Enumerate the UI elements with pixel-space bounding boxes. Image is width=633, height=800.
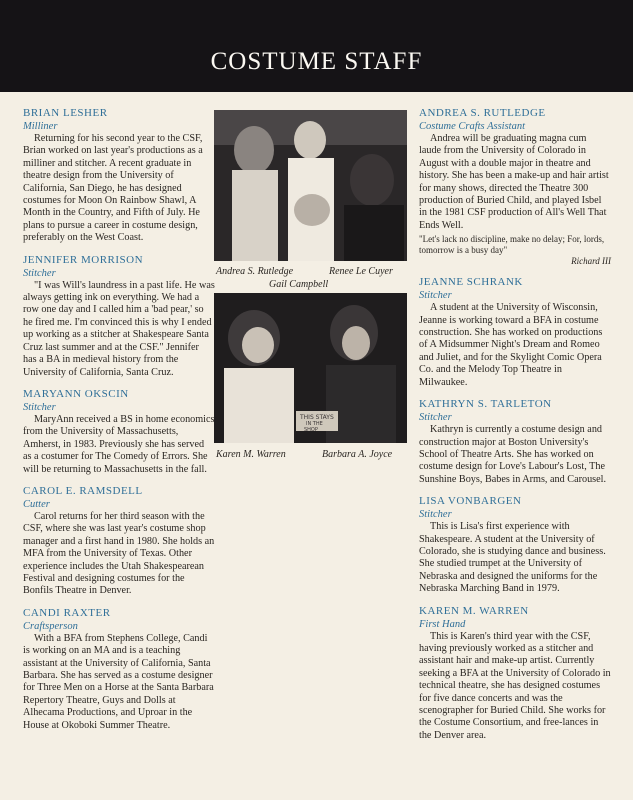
left-column [23, 107, 215, 741]
staff-bio: With a BFA from Stephens College, Candi is working on an MA and is a teaching assistant at the University of California, Santa Barbara. She has served as a costume designer for Three Men on a Horse at the Santa Barbara Repertory Theatre, Guys and Dolls at Alhecama Productions, and Uproar in the House at Okoboki Summer Theatre. [23, 632, 214, 731]
staff-bio: Carol returns for her third season with the CSF, where she was last year's costume shop manager and a first hand in 1980. She holds an MFA from the University of Texas. Other experience includes the Utah Shakespearean Festival and designing costumes for the Bonfils Theatre in Denver. [23, 510, 215, 597]
staff-entry [419, 398, 611, 486]
staff-bio: A student at the University of Wisconsin, Jeanne is working toward a BFA in costume construction. She has worked on productions of A Midsummer Night's Dream and Romeo and Juliet, and for the Skylight Comic Opera Co. and the Melody Top Theatre in Milwaukee. [419, 302, 603, 388]
staff-name: LISA VONBARGEN [419, 495, 522, 508]
photo-caption: Karen M. Warren [216, 449, 286, 460]
staff-name: MARYANN OKSCIN [23, 387, 129, 400]
right-column [419, 107, 611, 751]
staff-entry [23, 607, 215, 732]
staff-name: KATHRYN S. TARLETON [419, 398, 552, 411]
staff-bio: Returning for his second year to the CSF, Brian worked on last year's productions as a milliner and stitcher. A recent graduate in theatre design from the University of California, San Diego, he has designed costumes for Moon On Rainbow Shawl, A Month in the Country, and Fifth of July. He plans to pursue a career in costume design, preferably on the West Coast. [23, 133, 203, 244]
staff-entry [23, 388, 215, 476]
quote-attribution: Richard III [571, 256, 611, 267]
photo-fitting-image [214, 293, 407, 443]
staff-role: Stitcher [23, 267, 56, 279]
staff-name: ANDREA S. RUTLEDGE [419, 107, 546, 119]
staff-name: CANDI RAXTER [23, 606, 111, 619]
staff-bio: MaryAnn received a BS in home economics from the University of Massachusetts, Amherst, in 1983. Previously she has served as a costumer for The Comedy of Errors. She will be returning to Massachusetts in the fall. [23, 413, 215, 475]
staff-entry [419, 107, 611, 267]
staff-entry [419, 495, 611, 595]
staff-entry [23, 107, 215, 245]
page-title: COSTUME STAFF [210, 48, 423, 75]
staff-entry [23, 254, 215, 379]
staff-bio: "I was Will's laundress in a past life. He was always getting ink on everything. We had a row one day and I called him a 'bad pear,' so he fired me. I'm convinced this is why I ended up working as a stitcher at Shakespeare Santa Cruz last summer and at the CSF." Jennifer has a BA in medieval history from the University of California, Santa Cruz. [23, 279, 215, 378]
sign-line: THIS STAYS [300, 414, 334, 421]
staff-role: Milliner [23, 121, 58, 132]
staff-name: KAREN M. WARREN [419, 604, 529, 617]
photo-costume-crafts [214, 110, 407, 261]
staff-role: Stitcher [419, 290, 452, 302]
staff-bio: Kathryn is currently a costume design and construction major at Boston University's School of Theatre Arts. She has worked on costume design for Love's Labour's Lost, The Sunshine Boys, Babes in Arms, and Carousel. [419, 424, 607, 485]
photo-fitting [214, 293, 407, 443]
staff-role: First Hand [419, 618, 466, 630]
staff-name: JENNIFER MORRISON [23, 253, 144, 266]
staff-name: JEANNE SCHRANK [419, 276, 523, 289]
photo-caption: Renee Le Cuyer [329, 266, 393, 277]
title-banner [0, 0, 633, 92]
staff-name: BRIAN LESHER [23, 107, 108, 119]
photo-costume-crafts-image [214, 110, 407, 261]
staff-role: Stitcher [23, 401, 56, 413]
staff-name: CAROL E. RAMSDELL [23, 484, 143, 497]
staff-role: Stitcher [419, 509, 452, 521]
sign-line: SHOP [304, 427, 318, 433]
photo-caption: Andrea S. Rutledge [216, 266, 294, 277]
photo-caption: Barbara A. Joyce [322, 449, 393, 460]
staff-bio: This is Karen's third year with the CSF, having previously worked as a stitcher and assistant hair and make-up artist. Currently seeking a BFA at the University of Colorado in technical theatre, she has designed costumes for five dance concerts and was the scenographer for Buried Child. She works for the Costume Consortium, and free-lances in the Denver area. [419, 630, 611, 741]
sign-line: IN THE [306, 421, 323, 427]
staff-role: Costume Crafts Assistant [419, 121, 525, 132]
staff-role: Craftsperson [23, 620, 78, 632]
staff-bio: This is Lisa's first experience with Shakespeare. A student at the University of Colorado, she is studying dance and business. She studied trumpet at the University of Nebraska and designed the uniforms for the Nebraska Marching Band in 1979. [419, 521, 606, 595]
photo-caption: Gail Campbell [269, 279, 329, 290]
staff-role: Stitcher [419, 412, 452, 424]
staff-role: Cutter [23, 498, 50, 510]
staff-bio: Andrea will be graduating magna cum laude from the University of Colorado in August with a double major in theatre and history. She has been a make-up and hair artist for many shows, directed the Theatre 300 production of Buried Child, and played Isbel in the 1981 CSF production of All's Well That Ends Well. [419, 133, 609, 231]
staff-entry [23, 485, 215, 598]
staff-quote: "Let's lack no discipline, make no delay; For, lords, tomorrow is a busy day" [419, 234, 605, 256]
staff-entry [419, 276, 611, 389]
staff-entry [419, 605, 611, 743]
